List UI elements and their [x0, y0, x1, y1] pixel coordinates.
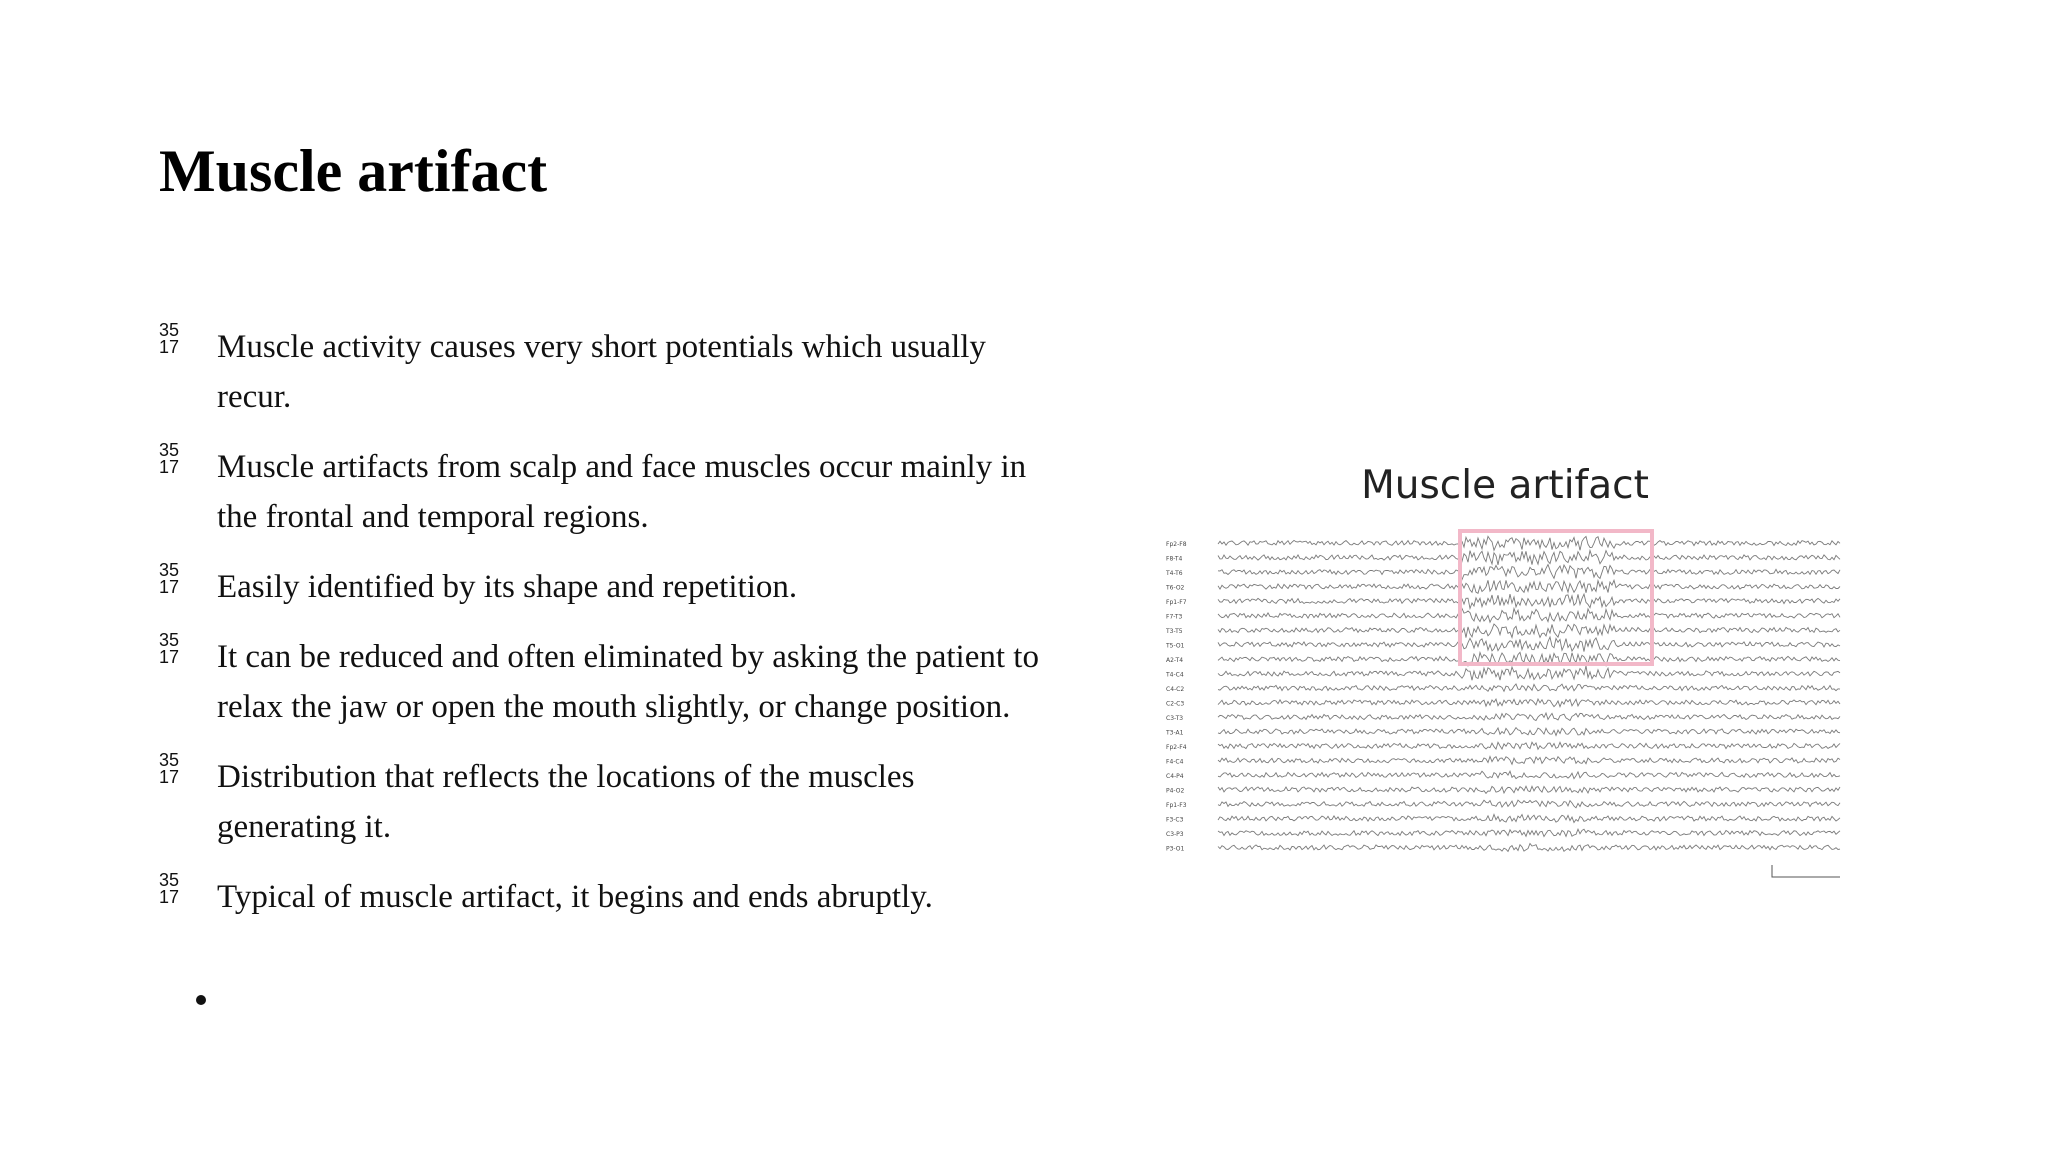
eeg-channel-trace: [1218, 551, 1840, 565]
eeg-channel-trace: [1218, 536, 1840, 550]
bullet-marker-bottom: 17: [159, 767, 180, 787]
eeg-channel-label: T3-T5: [1166, 628, 1183, 635]
bullet-text: It can be reduced and often eliminated by asking the patient to relax the jaw or open the mouth slightly, or change position.: [217, 639, 1039, 725]
empty-bullet-dot: [196, 995, 206, 1005]
bullet-marker: [159, 872, 189, 906]
eeg-channel-trace: [1218, 699, 1840, 707]
bullet-text: Distribution that reflects the locations of the muscles generating it.: [217, 759, 915, 845]
eeg-channel-label: C3-P3: [1166, 831, 1184, 838]
bullet-text: Muscle artifacts from scalp and face muscles occur mainly in the frontal and temporal regions.: [217, 449, 1027, 535]
eeg-channel-label: T4-C4: [1166, 671, 1184, 679]
bullet-item: [159, 632, 1059, 732]
eeg-channel-label: T4-T6: [1166, 570, 1183, 577]
eeg-channel-trace: [1218, 637, 1840, 652]
eeg-channel-trace: [1218, 728, 1840, 736]
eeg-channel-trace: [1218, 684, 1840, 691]
eeg-channel-trace: [1218, 829, 1840, 836]
bullet-item: [159, 752, 1059, 852]
eeg-channel-label: T6-O2: [1166, 584, 1185, 592]
figure-title: Muscle artifact: [1361, 463, 1649, 508]
eeg-channel-label: F8-T4: [1166, 555, 1183, 563]
eeg-channel-label: Fp2-F4: [1166, 744, 1187, 751]
eeg-channel-trace: [1218, 786, 1840, 793]
bullet-marker-bottom: 17: [159, 457, 180, 477]
eeg-channel-trace: [1218, 580, 1840, 593]
eeg-channel-trace: [1218, 757, 1840, 765]
eeg-channel-trace: [1218, 565, 1840, 580]
bullet-marker-bottom: 17: [159, 887, 180, 907]
eeg-channel-label: C4-C2: [1166, 686, 1185, 693]
bullet-text: Muscle activity causes very short potentials which usually recur.: [217, 329, 986, 415]
eeg-channel-trace: [1218, 624, 1840, 638]
bullet-marker-top: 35: [159, 440, 180, 460]
bullet-item: [159, 562, 1059, 612]
eeg-channel-label: Fp2-F8: [1166, 541, 1187, 548]
bullet-marker-top: 35: [159, 560, 180, 580]
eeg-channel-trace: [1218, 742, 1840, 749]
eeg-channel-trace: [1218, 800, 1840, 808]
eeg-channel-label: C2-C3: [1166, 700, 1185, 708]
eeg-channel-trace: [1218, 844, 1840, 852]
eeg-channel-label: T5-O1: [1166, 642, 1185, 650]
eeg-channel-label: T3-A1: [1166, 729, 1184, 737]
bullet-text: Easily identified by its shape and repetition.: [217, 569, 798, 605]
bullet-marker-bottom: 17: [159, 577, 180, 597]
eeg-trace-image: [1160, 525, 1850, 885]
bullet-list: [159, 322, 1059, 942]
eeg-channel-label: C4-P4: [1166, 773, 1184, 780]
bullet-marker-top: 35: [159, 870, 180, 890]
bullet-marker: [159, 752, 189, 786]
bullet-marker-bottom: 17: [159, 337, 180, 357]
bullet-marker-top: 35: [159, 630, 180, 650]
bullet-marker-top: 35: [159, 750, 180, 770]
eeg-channel-label: C3-T3: [1166, 715, 1184, 722]
eeg-channel-trace: [1218, 609, 1840, 623]
eeg-channel-trace: [1218, 713, 1840, 721]
bullet-marker: [159, 442, 189, 476]
eeg-channel-label: P4-O2: [1166, 787, 1185, 795]
eeg-channel-label: Fp1-F7: [1166, 599, 1187, 606]
slide-title: Muscle artifact: [159, 138, 548, 204]
eeg-channel-trace: [1218, 771, 1840, 779]
eeg-channel-label: A2-T4: [1166, 657, 1184, 664]
eeg-channel-trace: [1218, 666, 1840, 680]
bullet-item: [159, 872, 1059, 922]
eeg-channel-trace: [1218, 594, 1840, 608]
bullet-item: [159, 322, 1059, 422]
bullet-item: [159, 442, 1059, 542]
eeg-channel-label: F4-C4: [1166, 758, 1184, 766]
scale-bar: [1772, 865, 1840, 877]
bullet-marker-top: 35: [159, 320, 180, 340]
eeg-channel-label: F7-T3: [1166, 613, 1183, 621]
eeg-channel-label: Fp1-F3: [1166, 802, 1187, 809]
bullet-marker: [159, 322, 189, 356]
eeg-channel-label: F3-C3: [1166, 816, 1184, 824]
bullet-text: Typical of muscle artifact, it begins and ends abruptly.: [217, 879, 933, 915]
bullet-marker-bottom: 17: [159, 647, 180, 667]
eeg-channel-label: P3-O1: [1166, 845, 1185, 853]
eeg-channel-trace: [1218, 814, 1840, 822]
bullet-marker: [159, 632, 189, 666]
eeg-figure: [1160, 455, 1850, 895]
bullet-marker: [159, 562, 189, 596]
